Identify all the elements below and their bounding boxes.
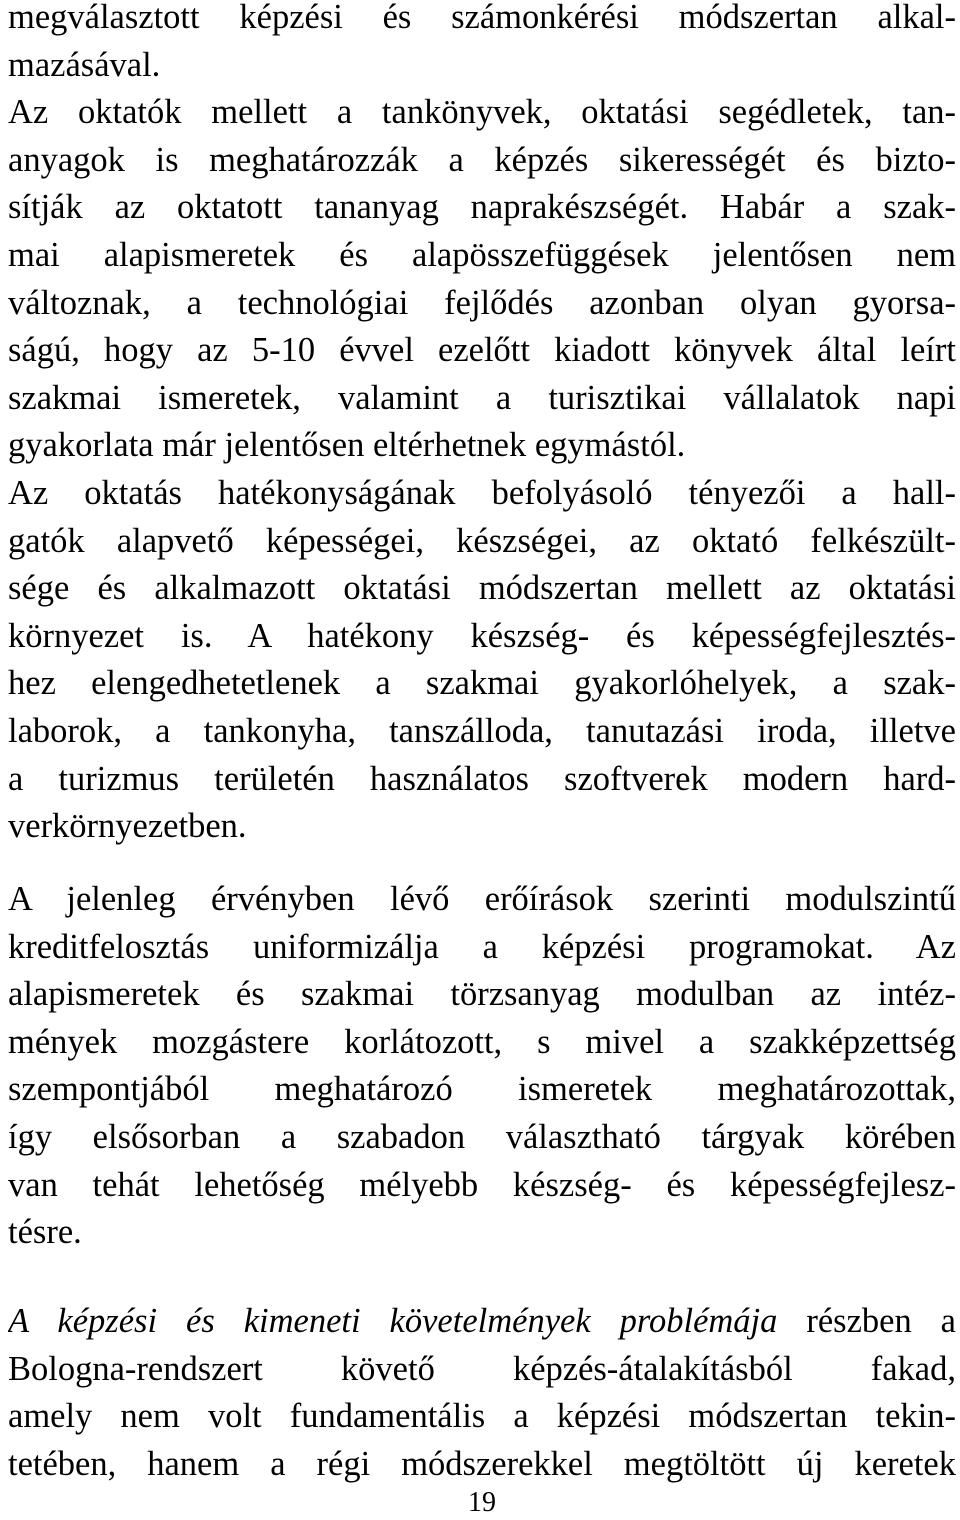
text-line: változnak, a technológiai fejlődés azonban olyan gyorsa- [8, 283, 956, 322]
text-line: ságú, hogy az 5-10 évvel ezelőtt kiadott könyvek által leírt [8, 331, 956, 370]
text-line: van tehát lehetőség mélyebb készség- és képességfejlesz- [8, 1165, 956, 1204]
text-line: így elsősorban a szabadon választható tárgyak körében [8, 1117, 956, 1156]
text-line: környezet is. A hatékony készség- és képességfejlesztés- [8, 616, 956, 655]
page-number: 19 [468, 1487, 496, 1518]
paragraph-3 [8, 1298, 956, 1488]
text-line: a turizmus területén használatos szoftverek modern hard- [8, 759, 956, 798]
text-line: laborok, a tankonyha, tanszálloda, tanutazási iroda, illetve [8, 711, 956, 750]
text-line: tetében, hanem a régi módszerekkel megtöltött új keretek [8, 1444, 956, 1483]
text-line [8, 1298, 956, 1346]
text-line: anyagok is meghatározzák a képzés sikerességét és bizto- [8, 140, 956, 179]
text-line: kreditfelosztás uniformizálja a képzési programokat. Az [8, 927, 956, 966]
text-line: Bologna-rendszert követő képzés-átalakításból fakad, [8, 1349, 956, 1388]
text-line: gyakorlata már jelentősen eltérhetnek egymástól. [8, 426, 686, 465]
text-line: sítják az oktatott tananyag naprakészségét. Habár a szak- [8, 188, 956, 227]
text-line: Az oktatás hatékonyságának befolyásoló tényezői a hall- [8, 473, 956, 512]
text-line: sége és alkalmazott oktatási módszertan mellett az oktatási [8, 569, 956, 608]
text-line: mények mozgástere korlátozott, s mivel a szakképzettség [8, 1022, 956, 1061]
text-line: Az oktatók mellett a tankönyvek, oktatási segédletek, tan- [8, 93, 956, 132]
document-page [8, 0, 956, 1520]
text-line: szempontjából meghatározó ismeretek meghatározottak, [8, 1070, 956, 1109]
text-line: tésre. [8, 1213, 82, 1252]
paragraph-2 [8, 876, 956, 1257]
text-line: megválasztott képzési és számonkérési módszertan alkal- [8, 0, 956, 36]
text-line: A jelenleg érvényben lévő erőírások szerinti modulszintű [8, 880, 956, 918]
italic-title: A képzési és kimeneti követelmények problémája [8, 1302, 778, 1340]
text-line: mai alapismeretek és alapösszefüggések jelentősen nem [8, 235, 956, 274]
text-line: gatók alapvető képességei, készségei, az oktató felkészült- [8, 521, 956, 560]
text-line: alapismeretek és szakmai törzsanyag modulban az intéz- [8, 975, 956, 1014]
text-line: hez elengedhetetlenek a szakmai gyakorlóhelyek, a szak- [8, 664, 956, 703]
text-fragment: részben a [777, 1302, 956, 1340]
text-line: szakmai ismeretek, valamint a turisztikai vállalatok napi [8, 378, 956, 417]
paragraph-1 [8, 0, 956, 851]
text-line: mazásával. [8, 45, 161, 84]
text-line: verkörnyezetben. [8, 807, 247, 846]
text-line: amely nem volt fundamentális a képzési módszertan tekin- [8, 1397, 956, 1436]
